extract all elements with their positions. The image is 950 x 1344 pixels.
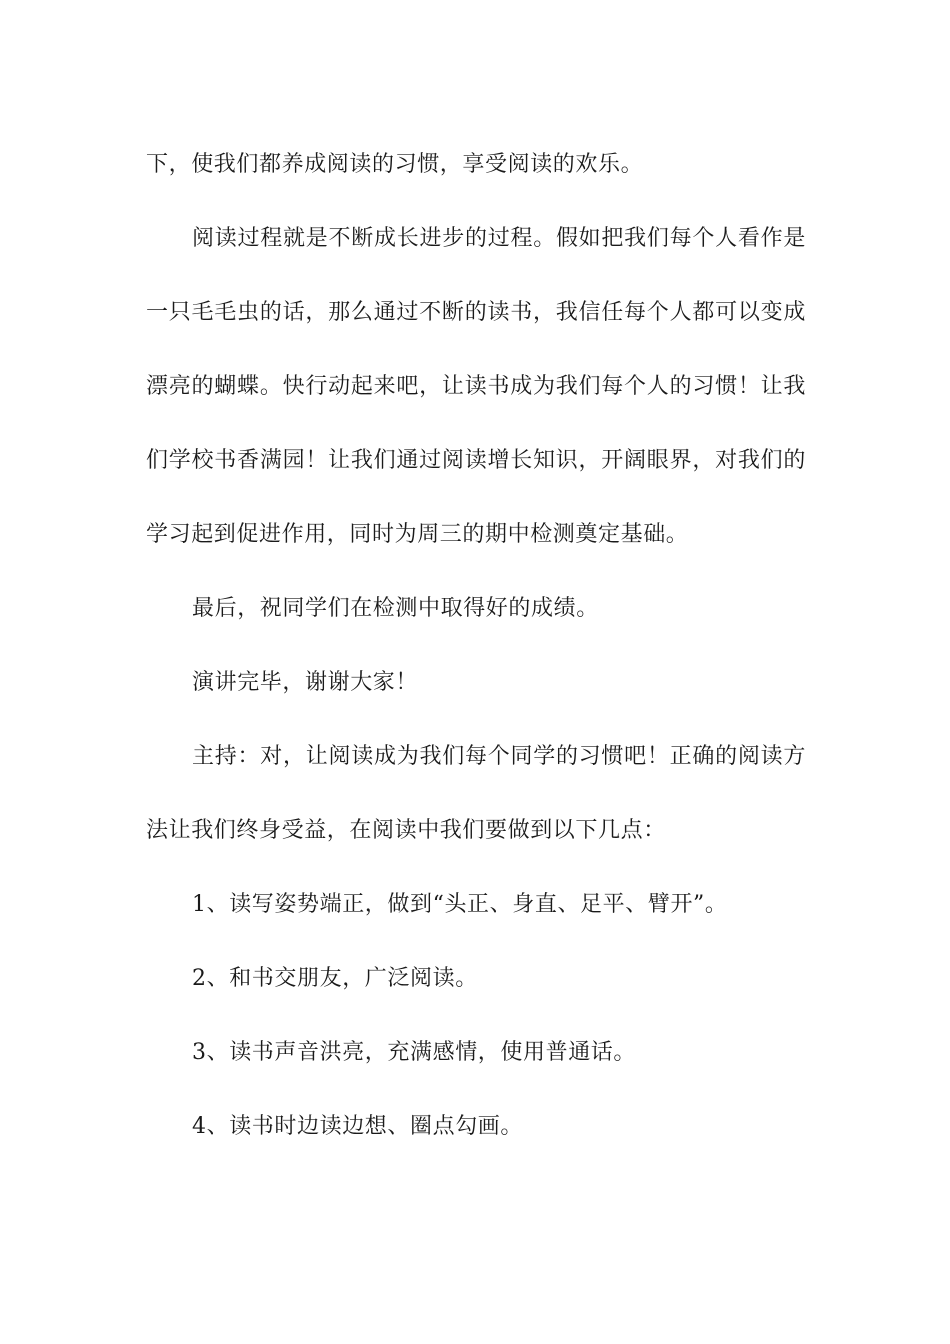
list-item-annotate: 4、读书时边读边想、圈点勾画。 [192, 1114, 523, 1139]
list-item-voice: 3、读书声音洪亮，充满感情，使用普通话。 [192, 1040, 636, 1065]
paragraph-continuation: 下，使我们都养成阅读的习惯，享受阅读的欢乐。 [146, 152, 644, 177]
paragraph-reading-growth: 阅读过程就是不断成长进步的过程。假如把我们每个人看作是一只毛毛虫的话，那么通过不断的读书，我信任每个人都可以变成漂亮的蝴蝶。快行动起来吧，让读书成为我们每个人的习惯！让我们学校书香满园！让我们通过阅读增长知识，开阔眼界，对我们的学习起到促进作用，同时为周三的期中检测奠定基础。 [146, 226, 806, 547]
paragraph-host-remarks: 主持：对，让阅读成为我们每个同学的习惯吧！正确的阅读方法让我们终身受益，在阅读中我们要做到以下几点： [146, 744, 806, 843]
paragraph-good-wishes: 最后，祝同学们在检测中取得好的成绩。 [192, 596, 599, 621]
list-item-wide-reading: 2、和书交朋友，广泛阅读。 [192, 966, 478, 991]
list-item-posture: 1、读写姿势端正，做到“头正、身直、足平、臂开”。 [192, 892, 728, 917]
document-body [146, 128, 806, 1164]
paragraph-speech-end: 演讲完毕，谢谢大家！ [192, 670, 419, 695]
